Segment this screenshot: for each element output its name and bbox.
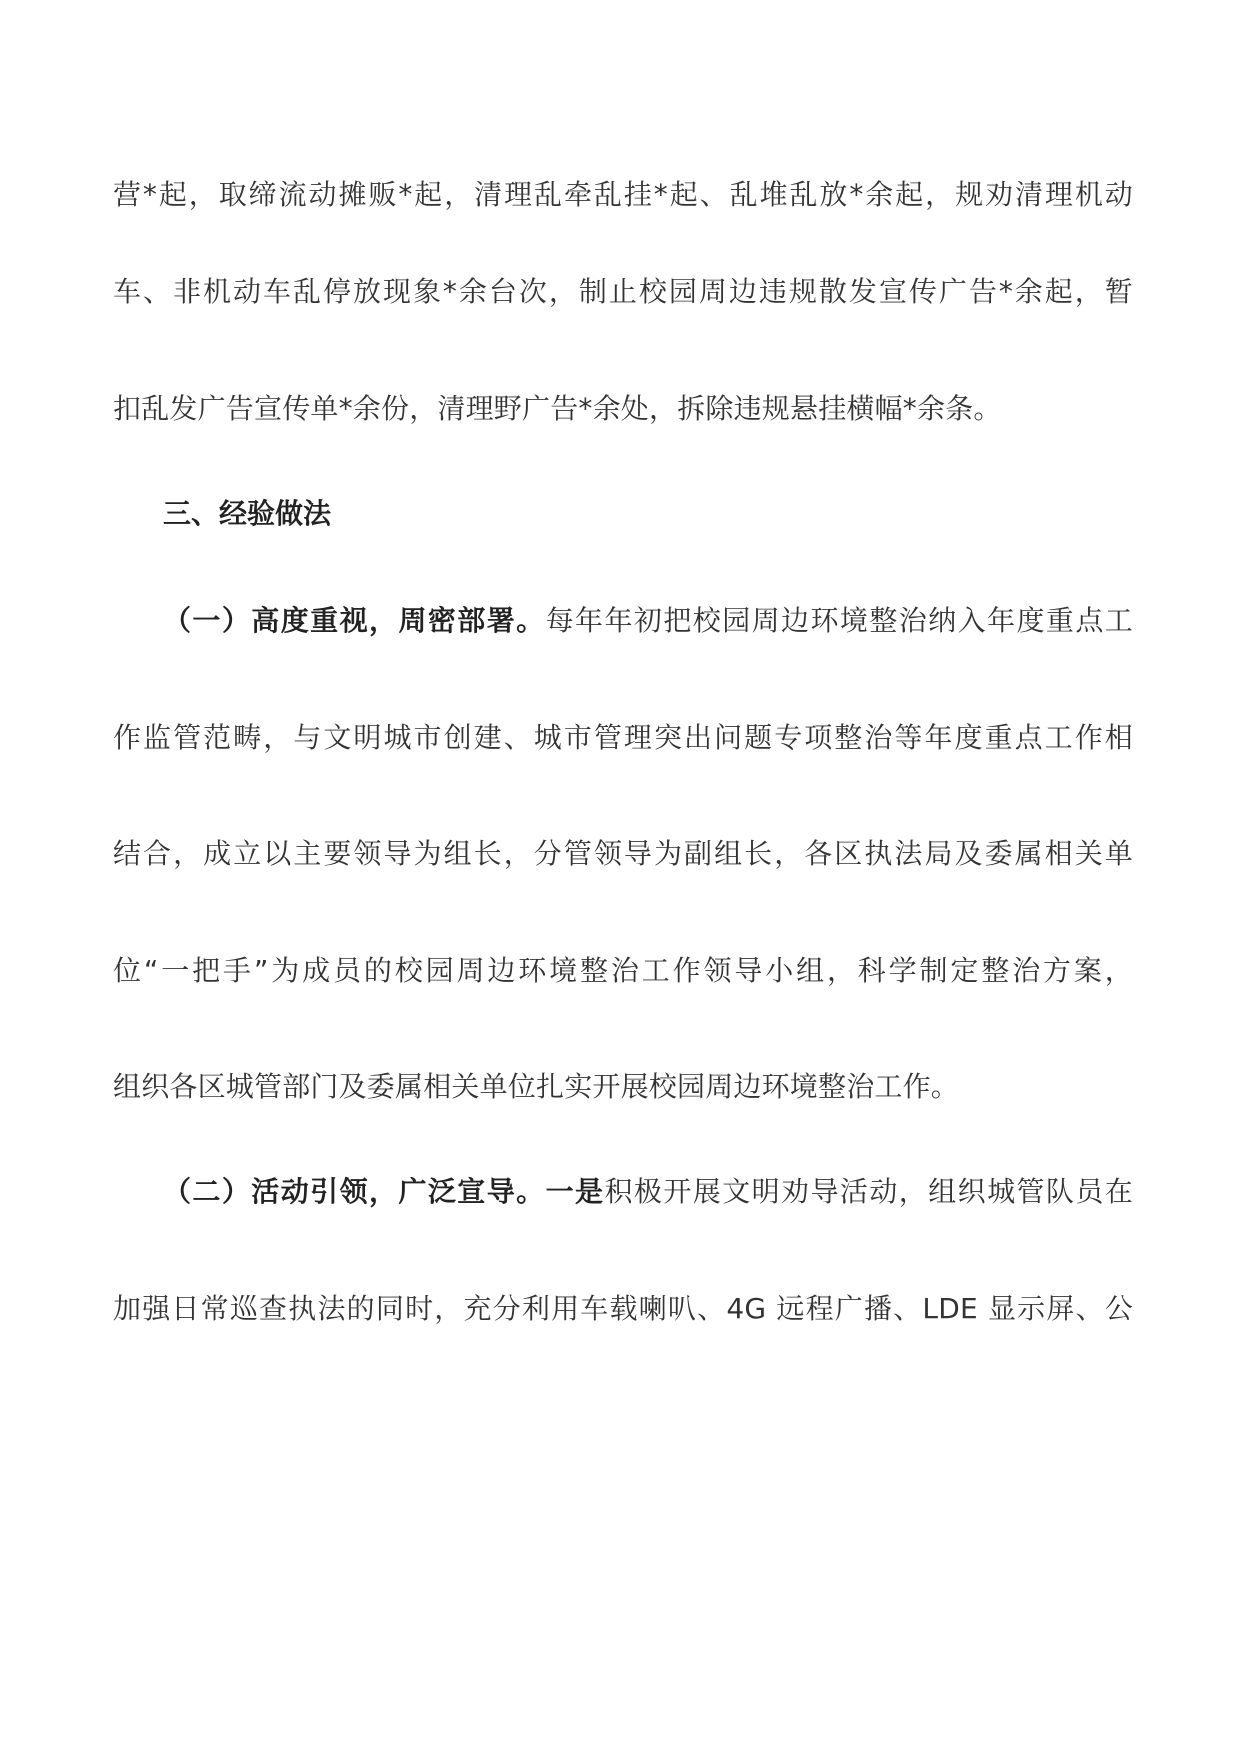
paragraph-line-1: 营*起，取缔流动摊贩*起，清理乱牵乱挂*起、乱堆乱放*余起，规劝清理机动 [113,178,1133,211]
section-heading: 三、经验做法 [163,497,332,530]
item2-first-line-rest: 积极开展文明劝导活动，组织城管队员在 [604,1175,1133,1208]
item1-line-4: 位“一把手”为成员的校园周边环境整治工作领导小组，科学制定整治方案， [113,954,1133,987]
item2-first-line [163,1172,1133,1212]
item1-line-2: 作监管范畴，与文明城市创建、城市管理突出问题专项整治等年度重点工作相 [113,721,1133,754]
paragraph-line-3: 扣乱发广告宣传单*余份，清理野广告*余处，拆除违规悬挂横幅*余条。 [113,392,1002,425]
item1-first-line-rest: 每年年初把校园周边环境整治纳入年度重点工 [545,604,1133,637]
item1-bold-title: （一）高度重视，周密部署。 [163,604,546,637]
paragraph-line-2: 车、非机动车乱停放现象*余台次，制止校园周边违规散发宣传广告*余起，暂 [113,275,1133,308]
item2-line-2: 加强日常巡查执法的同时，充分利用车载喇叭、4G 远程广播、LDE 显示屏、公 [113,1292,1133,1325]
item1-line-5: 组织各区城管部门及委属相关单位扎实开展校园周边环境整治工作。 [113,1070,960,1103]
item2-bold-title: （二）活动引领，广泛宣导。一是 [163,1175,605,1208]
item1-first-line [163,601,1133,641]
item1-line-3: 结合，成立以主要领导为组长，分管领导为副组长，各区执法局及委属相关单 [113,837,1133,870]
